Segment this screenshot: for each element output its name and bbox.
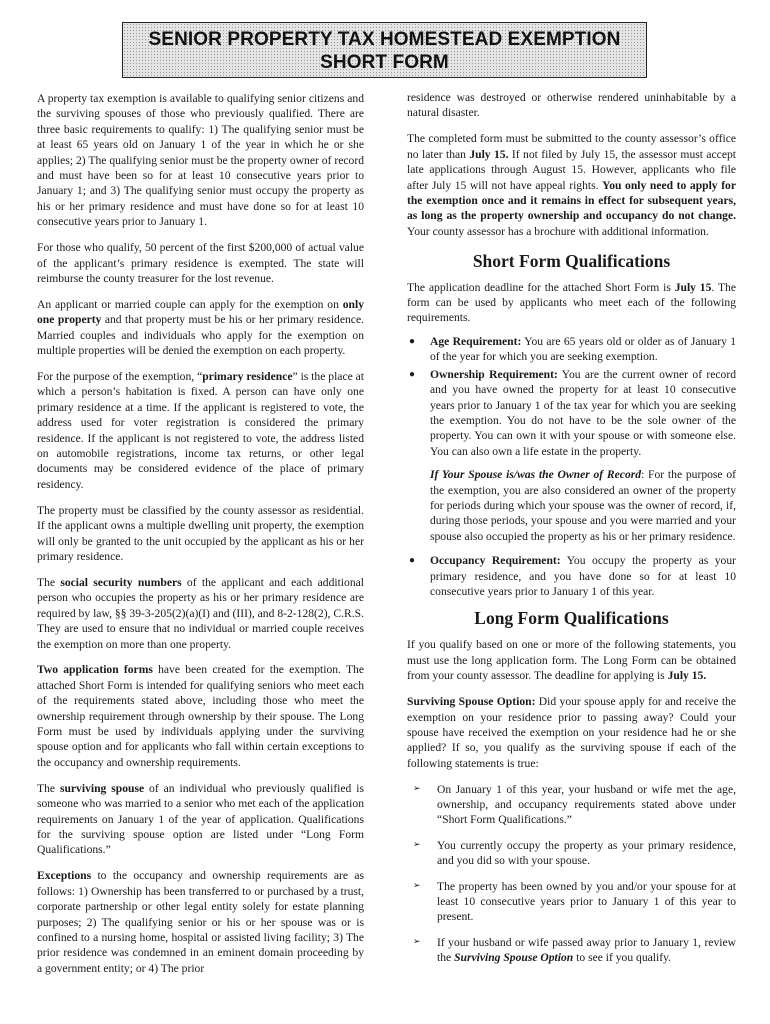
long-form-deadline: July 15. (667, 669, 707, 683)
deadline-date: July 15. (469, 147, 509, 161)
bullet-icon: ● (409, 335, 416, 347)
surviving-spouse-option-reference: Surviving Spouse Option (454, 951, 574, 965)
spouse-owner-paragraph: If Your Spouse is/was the Owner of Record: For the purpose of the exemption, you are also considered an owner of the property for periods during which your spouse was the owner of record, if, during those periods, your spouse and you were married and your spouse also occupied the property as his or her primary residence. (430, 468, 736, 543)
title-line-2: SHORT FORM (320, 52, 449, 73)
short-form-deadline: July 15 (674, 280, 712, 294)
surviving-spouse-emphasis: surviving spouse (59, 781, 145, 795)
residential-classification-paragraph: The property must be classified by the county assessor as residential. If the applicant owns a multiple dwelling unit property, the exemption will only be granted to the unit occupied by the applicant as his or her primary residence. (37, 503, 364, 563)
primary-residence-paragraph: For the purpose of the exemption, “primary residence” is the place at which a person’s habitation is fixed. A person can have only one primary residence at a time. If the applicant is registered to vote, the address used for voter registration is considered the primary residence. If the applicant is not registered to vote, the address listed on automobile registrations, income tax returns, or other legal documents may be considered evidence of the place of primary residency. (37, 370, 365, 491)
natural-disaster-paragraph: residence was destroyed or otherwise rendered uninhabitable by a natural disaster. (407, 91, 736, 120)
application-forms-paragraph: Two application forms have been created for the exemption. The attached Short Form is intended for qualifying seniors who meet each of the requirements stated above, including those who meet the ownership requirement through ownership by their spouse. The Long Form must be used by individuals applying under the surviving spouse option and for applicants who fall within certain exceptions to the occupancy and ownership requirements. (37, 663, 365, 769)
exemption-value-paragraph: For those who qualify, 50 percent of the first $200,000 of actual value of the applicant’s primary residence is exempted. The state will reimburse the county treasurer for the lost revenue. (37, 241, 364, 285)
deadline-paragraph: The completed form must be submitted to the county assessor’s office no later than July 15. If not filed by July 15, the assessor must accept late applications through August 15. However, applicants who file after July 15 will not have appeal rights. You only need to apply for the exemption once and it remains in effect for subsequent years, as long as the property ownership and occupancy do not change. Your county assessor has a brochure with additional information. (407, 132, 736, 238)
arrow-bullet-icon: ➢ (413, 783, 421, 794)
bullet-icon: ● (409, 368, 416, 380)
one-property-emphasis: only one property (37, 297, 364, 327)
arrow-bullet-icon: ➢ (413, 880, 421, 891)
application-forms-emphasis: Two application forms (37, 663, 153, 677)
intro-paragraph: A property tax exemption is available to qualifying senior citizens and the surviving spouses of those who previously qualified. There are three basic requirements to qualify: 1) The qualifying senior must be at least 65 years old on January 1 of the year in which he or she applies; 2) The qualifying senior must be the property owner of record and must have been so for at least 10 consecutive years prior to January 1; and 3) The qualifying senior must occupy the property as his or her primary residence and must have done so for at least 10 consecutive years prior to January 1. (37, 92, 364, 229)
list-item: ➢ The property has been owned by you and/or your spouse for at least 10 consecutive years prior to January 1 of this year to present. (413, 879, 736, 924)
primary-residence-emphasis: primary residence (202, 370, 293, 383)
list-item: ● Ownership Requirement: You are the current owner of record and you have owned the property for at least 10 consecutive years prior to January 1 of the tax year for which you are seeking the exemption. You do not have to be the sole owner of the property. You can own it with your spouse or with someone else. You can also own a life estate in the property. (409, 367, 737, 458)
list-item: ● Occupancy Requirement: You occupy the property as your primary residence, and you have done so for at least 10 consecutive years prior to January 1 of this year. (409, 554, 737, 598)
apply-once-emphasis: You only need to apply for the exemption once and it remains in effect for subsequent years, as long as the property ownership and occupancy do not change. (407, 178, 736, 223)
short-form-deadline-paragraph: The application deadline for the attached Short Form is July 15. The form can be used by applicants who meet each of the following requirements. (407, 280, 736, 325)
surviving-spouse-paragraph: The surviving spouse of an individual who previously qualified is someone who was married to a senior who met each of the application requirements on January 1 of the year of application. Qualifications for the surviving spouse option are listed under “Long Form Qualifications.” (37, 781, 364, 857)
spouse-owner-label: If Your Spouse is/was the Owner of Record (430, 468, 642, 482)
surviving-spouse-option-label: Surviving Spouse Option: (407, 695, 536, 709)
one-property-paragraph: An applicant or married couple can apply for the exemption on only one property and that property must be his or her primary residence. Married couples and individuals who apply for the exemption on multiple properties will be denied the exemption on each property. (37, 297, 364, 358)
left-column (37, 91, 364, 987)
long-form-heading: Long Form Qualifications (474, 608, 669, 629)
ssn-paragraph: The social security numbers of the applicant and each additional person who occupies the property as his or her primary residence are required by law, §§ 39-3-205(2)(a)(I) and (III), and 8-2-128(2), C.R.S. They are used to ensure that no individual or married couple receives the exemption on more than one property. (37, 575, 364, 651)
short-form-requirements-list (407, 334, 736, 459)
surviving-spouse-conditions-list (407, 782, 736, 966)
exceptions-paragraph: Exceptions to the occupancy and ownership requirements are as follows: 1) Ownership has been transferred to or purchased by a trust, corporate partnership or other legal entity solely for estate planning purposes; 2) The qualifying senior or his or her spouse was or is confined to a nursing home, hospital or assisted living facility; 3) The prior residence was condemned in an eminent domain proceeding by a government entity; or 4) The prior (37, 869, 364, 975)
exceptions-emphasis: Exceptions (37, 869, 92, 883)
list-item: ➢ You currently occupy the property as your primary residence, and you did so with your spouse. (413, 838, 736, 868)
right-column (407, 90, 736, 976)
short-form-heading: Short Form Qualifications (472, 250, 671, 271)
arrow-bullet-icon: ➢ (413, 839, 421, 850)
surviving-spouse-option-paragraph: Surviving Spouse Option: Did your spouse apply for and receive the exemption on your residence prior to passing away? Could your spouse have received the exemption on your residence had he or she applied? If so, you qualify as the surviving spouse if each of the following statements is true: (407, 695, 736, 770)
list-item: ➢ On January 1 of this year, your husband or wife met the age, ownership, and occupancy requirements stated above under “Short Form Qualifications.” (413, 782, 736, 827)
ssn-emphasis: social security numbers (60, 575, 182, 589)
bullet-icon: ● (409, 555, 416, 567)
arrow-bullet-icon: ➢ (413, 936, 421, 947)
list-item: ● Age Requirement: You are 65 years old or older as of January 1 of the year for which you are seeking exemption. (409, 334, 736, 364)
document-title (122, 22, 647, 78)
title-line-1: SENIOR PROPERTY TAX HOMESTEAD EXEMPTION (148, 29, 621, 50)
occupancy-requirement-list (407, 553, 736, 599)
long-form-paragraph: If you qualify based on one or more of the following statements, you must use the long application form. The Long Form can be obtained from your county assessor. The deadline for applying is July 15. (407, 638, 736, 683)
list-item: ➢ If your husband or wife passed away prior to January 1, review the Surviving Spouse Option to see if you qualify. (413, 935, 736, 965)
